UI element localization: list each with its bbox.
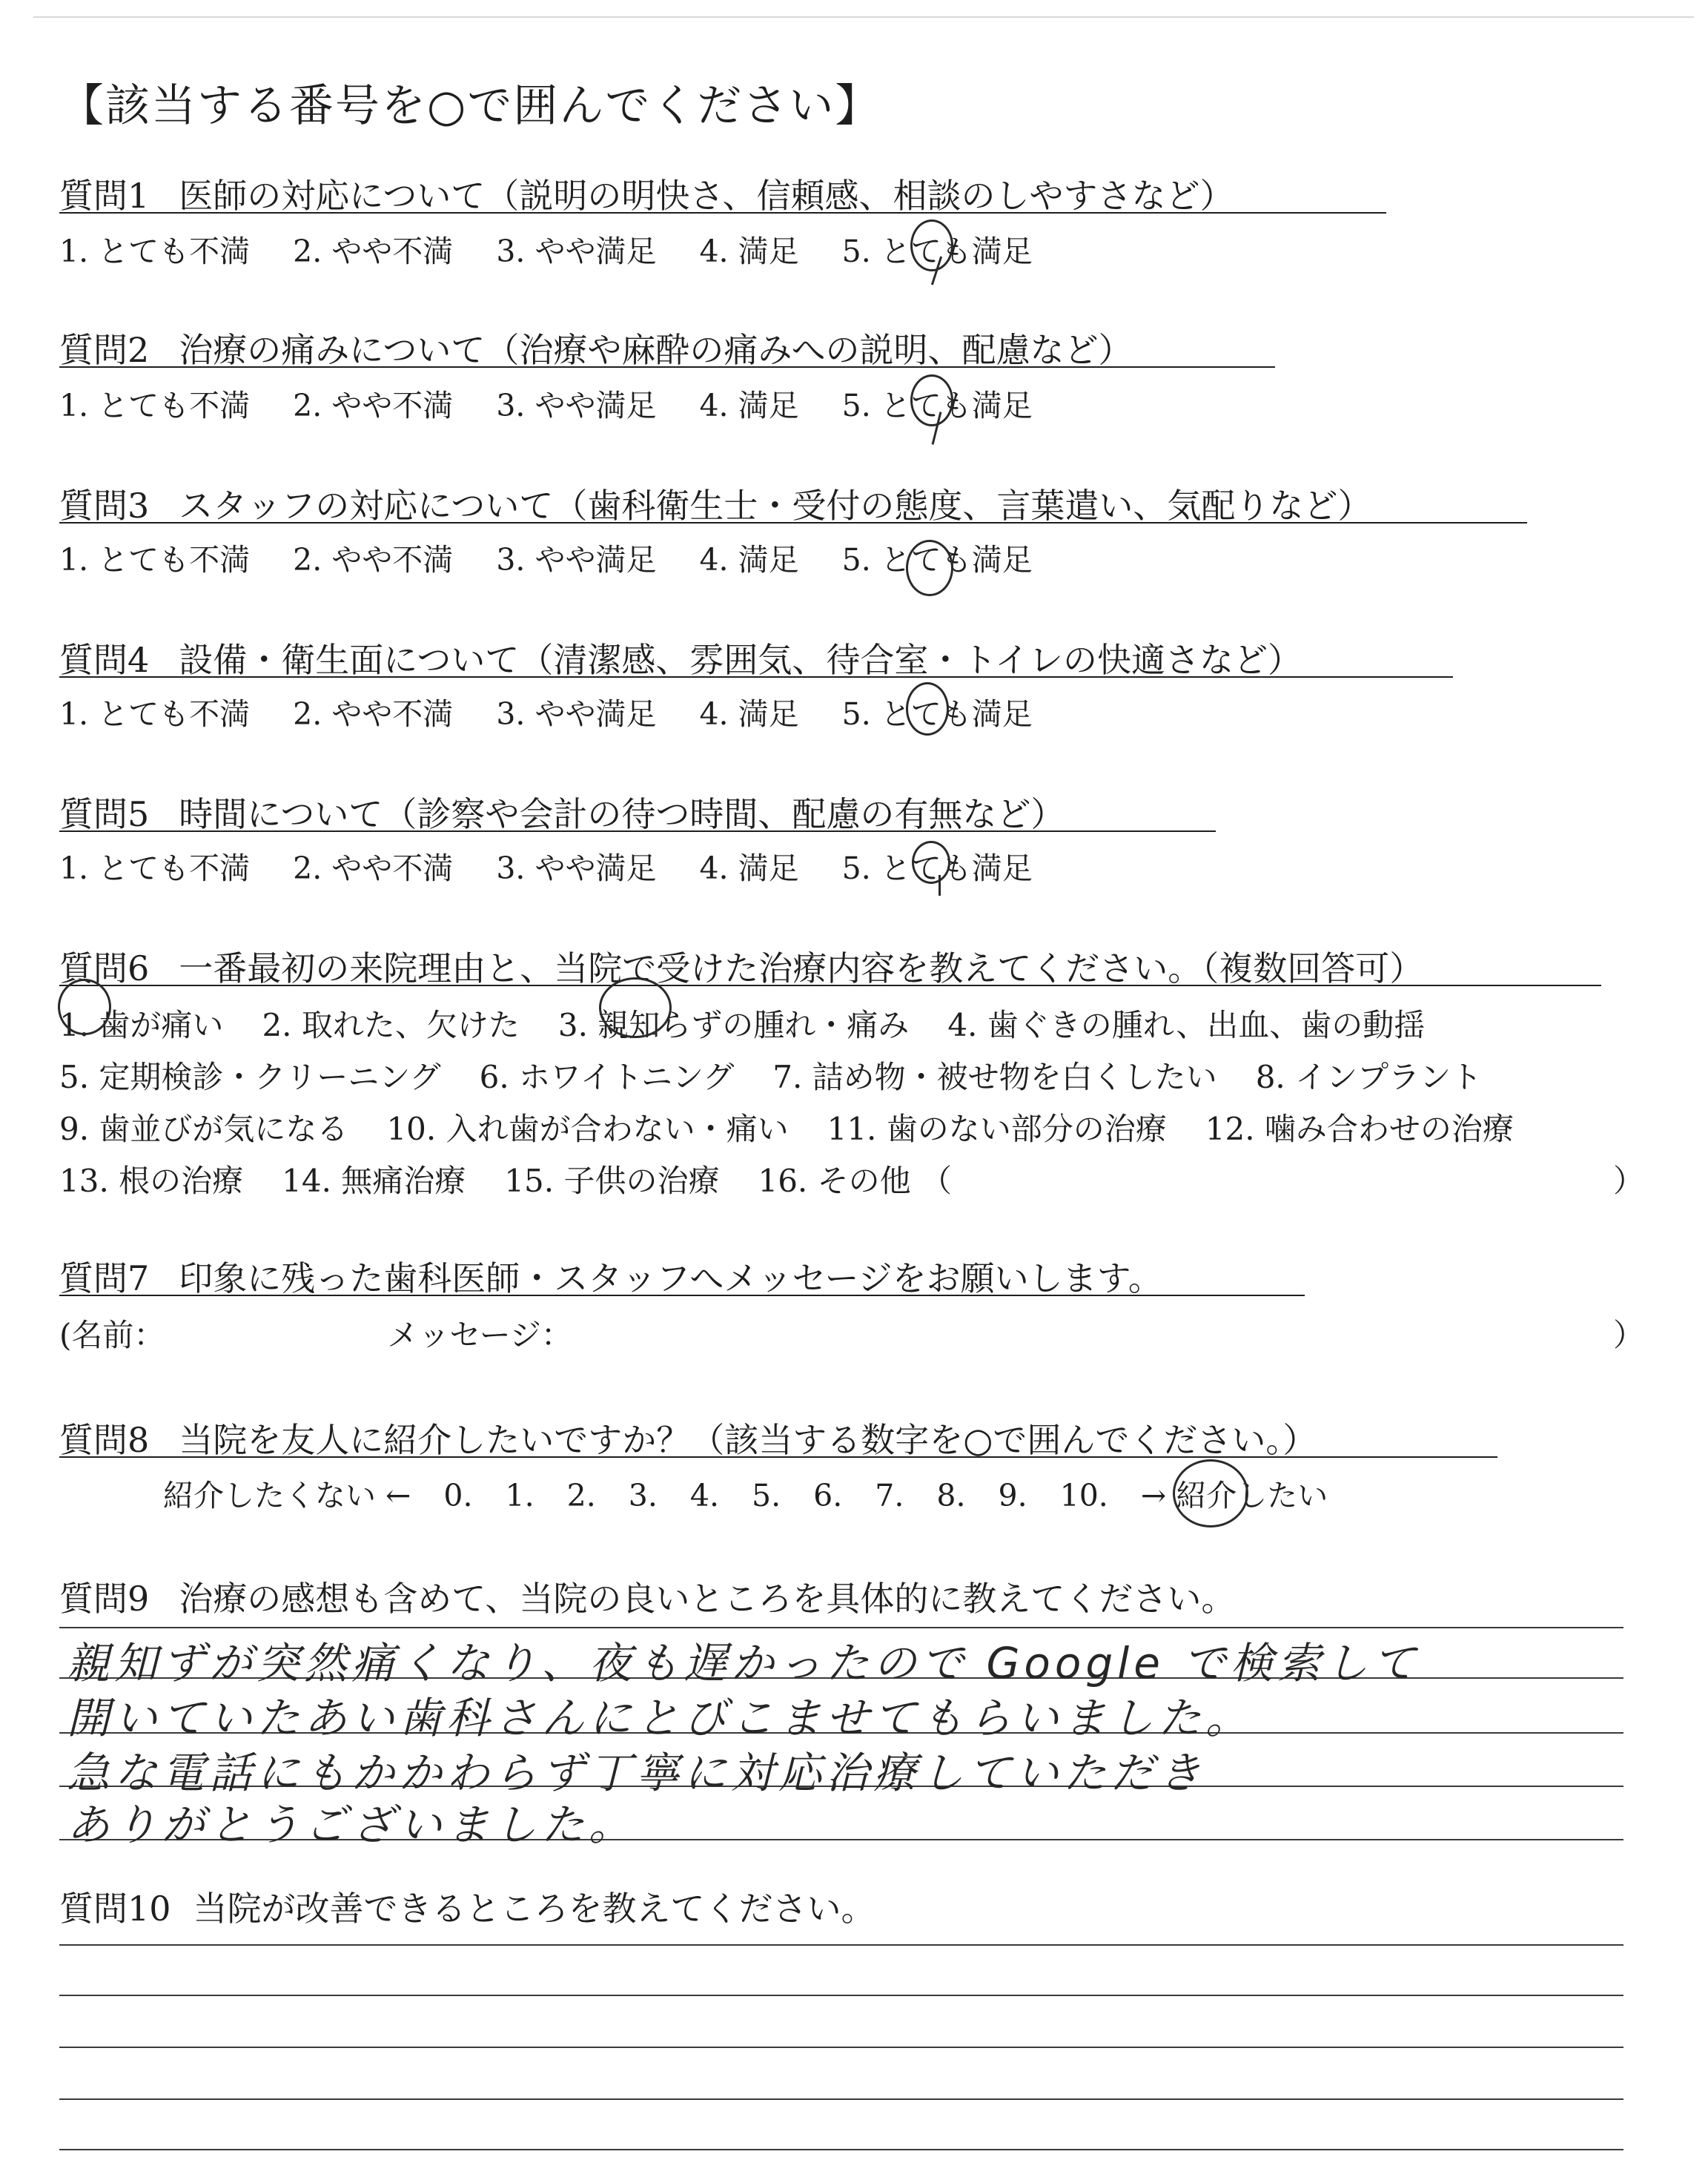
q5-options	[59, 844, 1033, 888]
question-number: 質問3	[59, 486, 150, 526]
question-7	[59, 1252, 1162, 1301]
question-underline	[59, 212, 1386, 214]
scale-3[interactable]: 3.	[628, 1478, 658, 1513]
q6-row-1	[59, 1001, 1425, 1046]
question-text: 設備・衛生面について（清潔感、雰囲気、待合室・トイレの快適さなど）	[179, 640, 1302, 680]
q4-options	[59, 690, 1033, 733]
selection-circle	[599, 977, 672, 1038]
option-2[interactable]: 2. やや不満	[293, 388, 454, 423]
handwritten-answer-line: ありがとうございました。	[67, 1800, 637, 1850]
question-number: 質問1	[59, 176, 150, 216]
q6-option-8[interactable]: 8. インプラント	[1255, 1059, 1483, 1095]
question-number: 質問10	[59, 1889, 171, 1929]
scale-left-label: 紹介したくない ←	[163, 1478, 411, 1513]
scale-5[interactable]: 5.	[752, 1478, 781, 1513]
q6-option-16[interactable]: 16. その他 （	[758, 1163, 952, 1199]
scale-10[interactable]: 10.	[1059, 1478, 1108, 1513]
q6-option-11[interactable]: 11. 歯のない部分の治療	[827, 1111, 1167, 1147]
selection-circle	[906, 682, 949, 736]
option-5[interactable]: 5. とても満足	[841, 851, 1033, 886]
option-3[interactable]: 3. やや満足	[496, 234, 657, 269]
q6-option-3[interactable]: 3. 親知らずの腫れ・痛み	[557, 1007, 910, 1043]
selection-tick	[939, 875, 941, 896]
writing-line	[59, 2047, 1623, 2048]
question-text: スタッフの対応について（歯科衛生士・受付の態度、言葉遣い、気配りなど）	[179, 486, 1372, 526]
message-label: メッセージ：	[387, 1317, 572, 1353]
question-text: 治療の痛みについて（治療や麻酔の痛みへの説明、配慮など）	[179, 330, 1133, 370]
handwritten-answer-line: 開いていたあい歯科さんにとびこませてもらいました。	[67, 1693, 1254, 1743]
question-number: 質問5	[59, 794, 150, 834]
question-number: 質問7	[59, 1258, 150, 1298]
option-1[interactable]: 1. とても不満	[59, 851, 251, 886]
scale-0[interactable]: 0.	[443, 1478, 473, 1513]
q6-option-4[interactable]: 4. 歯ぐきの腫れ、出血、歯の動揺	[947, 1007, 1426, 1043]
question-9	[59, 1572, 1235, 1621]
q6-option-6[interactable]: 6. ホワイトニング	[479, 1059, 735, 1095]
scale-4[interactable]: 4.	[689, 1478, 720, 1513]
q6-row-4	[59, 1157, 952, 1201]
option-3[interactable]: 3. やや満足	[496, 542, 657, 578]
q6-row-3	[59, 1105, 1514, 1149]
scale-2[interactable]: 2.	[566, 1478, 596, 1513]
q6-option-12[interactable]: 12. 噛み合わせの治療	[1205, 1111, 1514, 1147]
scale-6[interactable]: 6.	[813, 1478, 843, 1513]
option-5[interactable]: 5. とても満足	[841, 542, 1033, 578]
scale-9[interactable]: 9.	[998, 1478, 1027, 1513]
handwritten-answer-line: 急な電話にもかかわらず丁寧に対応治療していただき	[67, 1748, 1206, 1798]
question-3	[59, 479, 1371, 528]
question-text: 当院を友人に紹介したいですか？（該当する数字を○で囲んでください。）	[179, 1420, 1317, 1460]
option-1[interactable]: 1. とても不満	[59, 388, 251, 423]
question-number: 質問4	[59, 640, 150, 680]
question-number: 質問8	[59, 1420, 150, 1460]
option-1[interactable]: 1. とても不満	[59, 696, 251, 732]
option-2[interactable]: 2. やや不満	[293, 851, 454, 886]
writing-line	[59, 2149, 1623, 2150]
question-number: 質問2	[59, 330, 150, 370]
scale-8[interactable]: 8.	[936, 1478, 966, 1513]
handwritten-answer-line: 親知ずが突然痛くなり、夜も遅かったので Google で検索して	[67, 1638, 1420, 1688]
q6-option-10[interactable]: 10. 入れ歯が合わない・痛い	[386, 1111, 789, 1147]
option-3[interactable]: 3. やや満足	[496, 696, 657, 732]
question-4	[59, 633, 1302, 682]
scale-7[interactable]: 7.	[875, 1478, 904, 1513]
question-text: 印象に残った歯科医師・スタッフへメッセージをお願いします。	[179, 1258, 1162, 1298]
question-8	[59, 1413, 1317, 1462]
top-rule	[33, 16, 1694, 18]
option-4[interactable]: 4. 満足	[699, 234, 799, 269]
selection-circle	[1173, 1459, 1248, 1527]
option-5[interactable]: 5. とても満足	[841, 388, 1033, 423]
q3-options	[59, 535, 1033, 579]
q7-fields	[59, 1311, 572, 1355]
writing-line	[59, 1995, 1623, 1996]
question-underline	[59, 1456, 1497, 1458]
question-underline	[59, 676, 1453, 678]
option-4[interactable]: 4. 満足	[699, 388, 799, 423]
q6-option-15[interactable]: 15. 子供の治療	[504, 1163, 720, 1199]
option-4[interactable]: 4. 満足	[699, 696, 799, 732]
option-3[interactable]: 3. やや満足	[496, 388, 657, 423]
writing-line	[59, 1944, 1623, 1946]
q6-option-1[interactable]: 1. 歯が痛い	[59, 1007, 224, 1043]
question-5	[59, 787, 1065, 836]
option-4[interactable]: 4. 満足	[699, 542, 799, 578]
scale-right-label: → 紹介したい	[1140, 1478, 1328, 1513]
q6-close-paren: ）	[1613, 1163, 1645, 1199]
question-underline	[59, 1295, 1305, 1296]
question-text: 当院が改善できるところを教えてください。	[193, 1889, 875, 1929]
option-1[interactable]: 1. とても不満	[59, 234, 251, 269]
option-2[interactable]: 2. やや不満	[293, 696, 454, 732]
question-text: 時間について（診察や会計の待つ時間、配慮の有無など）	[179, 794, 1065, 834]
selection-circle	[906, 540, 953, 596]
question-number: 質問6	[59, 948, 150, 988]
selection-circle	[912, 841, 950, 884]
q6-option-14[interactable]: 14. 無痛治療	[282, 1163, 466, 1199]
option-2[interactable]: 2. やや不満	[293, 542, 454, 578]
option-2[interactable]: 2. やや不満	[293, 234, 454, 269]
q6-option-7[interactable]: 7. 詰め物・被せ物を白くしたい	[772, 1059, 1217, 1095]
question-text: 治療の感想も含めて、当院の良いところを具体的に教えてください。	[179, 1579, 1236, 1619]
page-title: 【該当する番号を○で囲んでください】	[59, 80, 881, 132]
option-5[interactable]: 5. とても満足	[841, 234, 1033, 269]
question-10	[59, 1882, 875, 1931]
option-1[interactable]: 1. とても不満	[59, 542, 251, 578]
q6-option-2[interactable]: 2. 取れた、欠けた	[262, 1007, 520, 1043]
selection-circle	[910, 374, 953, 426]
q2-options	[59, 381, 1033, 425]
selection-circle	[910, 219, 953, 271]
q6-row-2	[59, 1053, 1482, 1097]
question-text: 一番最初の来院理由と、当院で受けた治療内容を教えてください。（複数回答可）	[179, 948, 1424, 988]
question-6	[59, 942, 1423, 991]
writing-line	[59, 2098, 1623, 2100]
question-underline	[59, 985, 1601, 986]
question-number: 質問9	[59, 1579, 150, 1619]
name-label: (名前：	[59, 1317, 165, 1353]
q6-option-9[interactable]: 9. 歯並びが気になる	[59, 1111, 348, 1147]
option-3[interactable]: 3. やや満足	[496, 851, 657, 886]
question-text: 医師の対応について（説明の明快さ、信頼感、相談のしやすさなど）	[179, 176, 1234, 216]
question-underline	[59, 830, 1216, 832]
q6-option-5[interactable]: 5. 定期検診・クリーニング	[59, 1059, 441, 1095]
question-underline	[59, 366, 1275, 368]
question-1	[59, 169, 1234, 218]
q1-options	[59, 227, 1033, 271]
question-2	[59, 323, 1132, 372]
option-4[interactable]: 4. 満足	[699, 851, 799, 886]
q7-close-paren: ）	[1613, 1317, 1645, 1353]
scale-1[interactable]: 1.	[505, 1478, 534, 1513]
option-5[interactable]: 5. とても満足	[841, 696, 1033, 732]
q6-option-13[interactable]: 13. 根の治療	[59, 1163, 244, 1199]
selection-circle	[58, 979, 111, 1035]
question-underline	[59, 522, 1527, 524]
